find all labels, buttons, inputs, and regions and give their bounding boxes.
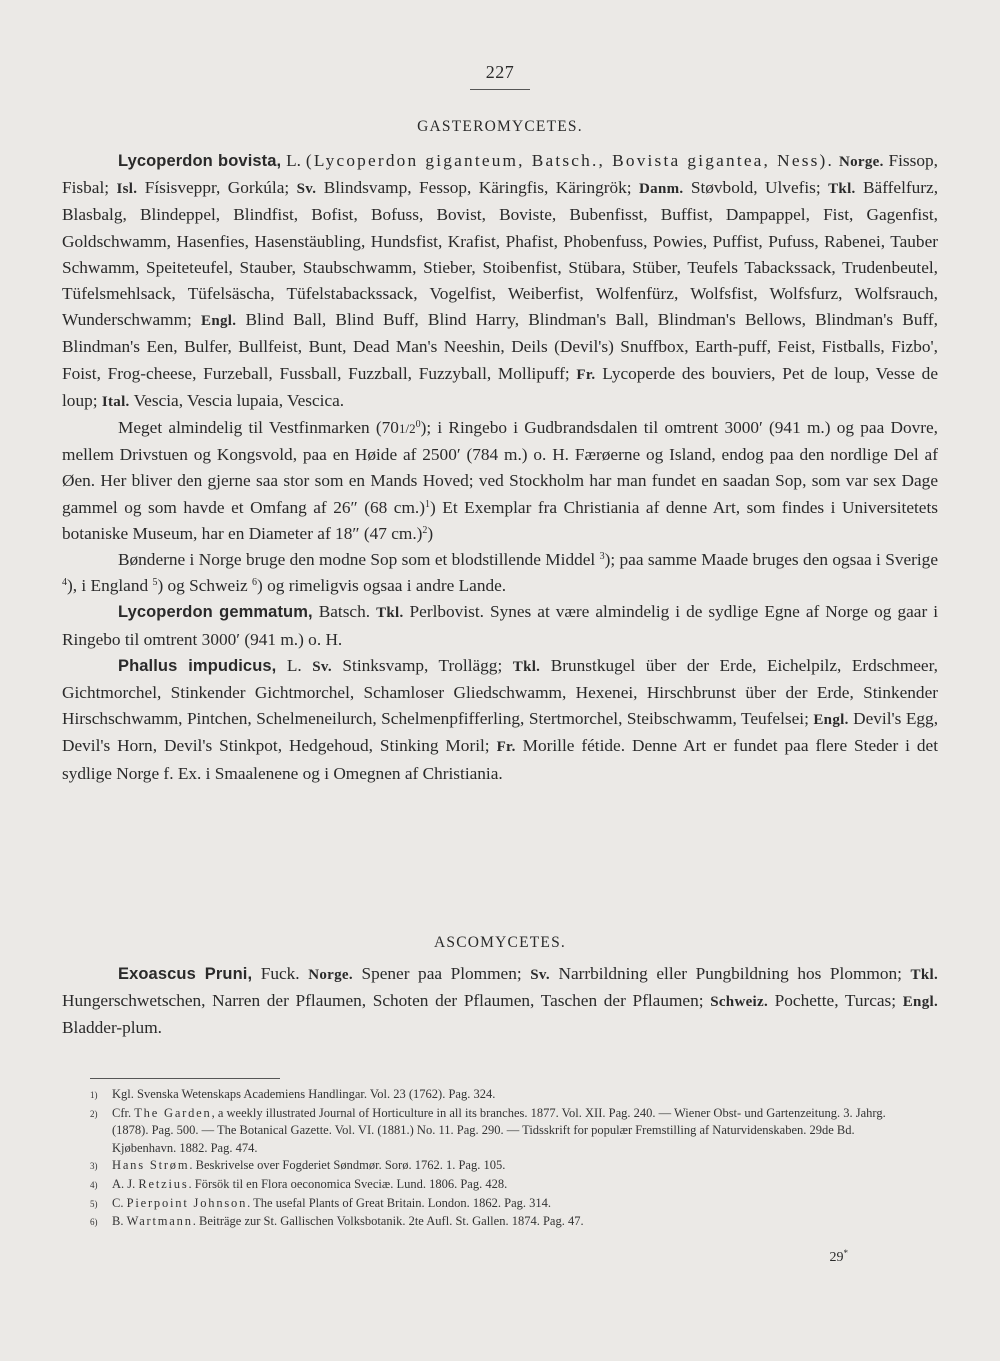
page-number: 227 [485, 62, 515, 82]
lang-label: Tkl. [828, 181, 856, 198]
footnote: 4) A. J. Retzius. Försök til en Flora oeconomica Sveciæ. Lund. 1806. Pag. 428. [90, 1176, 916, 1195]
lang-label: Sv. [312, 658, 332, 675]
signature-mark: 29* [829, 1248, 848, 1265]
footnotes [90, 1086, 916, 1232]
paragraph-usage: Bønderne i Norge bruge den modne Sop som et blodstillende Middel $^3$); paa samme Maade bruges den ogsaa i Sverige $^4$), i England $^5$) og Schweiz $^6$) og rimeligvis ogsaa i andre Lande. [62, 550, 938, 596]
lang-label: Fr. [496, 739, 516, 756]
footnote: 2) Cfr. The Garden, a weekly illustrated Journal of Horticulture in all its branches. 1877. Vol. XII. Pag. 240. — Wiener Obst- und Gartenzeitung. 3. Jahrg. (1878). Pag. 500. — The Botanical Gazette. Vol. VI. (1881.) No. 11. Pag. 290. — Tidsskrift for populær Fremstilling af Naturvidenskaben. 29de Bd. Kjøbenhavn. 1882. Pag. 474. [90, 1105, 916, 1158]
footnote-mark: 4) [90, 1179, 98, 1190]
footnote-ref: 3 [599, 551, 605, 563]
footnote-mark: 2) [90, 1108, 98, 1119]
footnote: 1) Kgl. Svenska Wetenskaps Academiens Handlingar. Vol. 23 (1762). Pag. 324. [90, 1086, 916, 1105]
species-name: Lycoperdon gemmatum, [118, 603, 313, 622]
lang-label: Tkl. [376, 605, 404, 622]
paragraph-distribution: Meget almindelig til Vestfinmarken $(701/2^0)$; i Ringebo i Gudbrandsdalen til omtrent 3000′ (941 m.) og paa Dovre, mellem Drivstuen og Kongsvold, paa en Høide af 2500′ (784 m.) o. H. Færøerne og Island, endog paa den nordlige Del af Øen. Her bliver den gjerne saa stor som en Mands Hoved; ved Stockholm har man fundet en saadan Sop, som var sex Dage gammel og som havde et Omfang af 26″ (68 cm.)$^1$) Et Exemplar fra Christiania af denne Art, som findes i Universitetets botaniske Museum, har en Diameter af 18″ (47 cm.)$^2$) [62, 418, 938, 543]
entry-exoascus-pruni: Exoascus Pruni, Fuck. Norge. Spener paa Plommen; Sv. Narrbildning eller Pungbildning hos Plommon; Tkl. Hungerschwetschen, Narren der Pflaumen, Schoten der Pflaumen, Taschen der Pflaumen; Schweiz. Pochette, Turcas; Engl. Bladder-plum. [62, 964, 939, 1038]
footnote-mark: 5) [90, 1198, 98, 1209]
section-heading-ascomycetes: ASCOMYCETES. [434, 934, 566, 951]
footnote: 5) C. Pierpoint Johnson. The usefal Plants of Great Britain. London. 1862. Pag. 314. [90, 1195, 916, 1214]
gasteromycetes-section [62, 148, 938, 787]
entry-lycoperdon-gemmatum: Lycoperdon gemmatum, Batsch. Tkl. Perlbovist. Synes at være almindelig i de sydlige Egne af Norge og gaar i Ringebo til omtrent 3000′ (941 m.) o. H. [62, 602, 939, 649]
lang-label: Engl. [902, 994, 939, 1011]
lang-label: Sv. [296, 181, 317, 198]
lang-label: Fr. [576, 366, 596, 383]
footnote-mark: 6) [90, 1217, 98, 1228]
section-heading-gasteromycetes: GASTEROMYCETES. [417, 118, 583, 135]
footnote-mark: 1) [90, 1090, 98, 1100]
species-name: Lycoperdon bovista, [118, 152, 282, 170]
lang-label: Norge. [838, 154, 884, 170]
entry-lycoperdon-bovista: Lycoperdon bovista, L. (Lycoperdon giganteum, Batsch., Bovista gigantea, Ness). Norge. Fissop, Fisbal; Isl. Físisveppr, Gorkúla; Sv. Blindsvamp, Fessop, Käringfis, Käringrök; Danm. Støvbold, Ulvefis; Tkl. Bäffelfurz, Blasbalg, Blindeppel, Blindfist, Bofist, Bofuss, Bovist, Boviste, Bubenfisst, Buffist, Dampappel, Fist, Gagenfist, Goldschwamm, Hasenfies, Hasenstäubling, Hundsfist, Krafist, Phafist, Phobenfuss, Powies, Puffist, Pufuss, Rabenei, Tauber Schwamm, Speiteteufel, Stauber, Staubschwamm, Stieber, Stoibenfist, Stübara, Stüber, Teufels Tabackssack, Trudenbeutel, Tüfelsmehlsack, Tüfelsäscha, Tüfelstabackssack, Vogelfist, Weiberfist, Wolfenfürz, Wolfsfist, Wolfsfurz, Wolfsrauch, Wunderschwamm; Engl. Blind Ball, Blind Buff, Blind Harry, Blindman's Ball, Blindman's Bellows, Blindman's Buff, Blindman's Een, Bulfer, Bullfeist, Bunt, Dead Man's Neeshin, Deils (Devil's) Snuffbox, Earth-puff, Feist, Fistballs, Fizbo', Foist, Frog-cheese, Furzeball, Fussball, Fuzzball, Fuzzyball, Mollipuff; Fr. Lycoperde des bouviers, Pet de loup, Vesse de loup; Ital. Vescia, Vescia lupaia, Vescica. [62, 151, 939, 410]
lang-label: Norge. [308, 967, 353, 983]
lang-label: Tkl. [512, 658, 541, 675]
entry-phallus-impudicus: Phallus impudicus, L. Sv. Stinksvamp, Trollägg; Tkl. Brunstkugel über der Erde, Eichelpilz, Erdschmeer, Gichtmorchel, Stinkender Gichtmorchel, Schamloser Gliedschwamm, Hexenei, Hirschbrunst über der Erde, Stinkender Hirschschwamm, Pintchen, Schelmeneilurch, Schelmenpfifferling, Stertmorchel, Steibschwamm, Teufelsei; Engl. Devil's Egg, Devil's Horn, Devil's Stinkpot, Hedgehoud, Stinking Moril; Fr. Morille fétide. Denne Art er fundet paa flere Steder i det sydlige Norge f. Ex. i Smaalenene og i Omegnen af Christiania. [62, 655, 939, 783]
footnote-ref: 1 [424, 498, 430, 510]
footnote-ref: 2 [422, 524, 428, 536]
degree-mark: 0 [415, 419, 421, 431]
lang-label: Ital. [101, 393, 130, 410]
ascomycetes-section [62, 961, 938, 1042]
lang-label: Tkl. [910, 967, 938, 983]
footnote: 6) B. Wartmann. Beiträge zur St. Gallischen Volksbotanik. 2te Aufl. St. Gallen. 1874. Pag. 47. [90, 1213, 916, 1232]
lang-label: Sv. [530, 967, 550, 983]
lang-label: Engl. [201, 313, 237, 330]
synonyms: (Lycoperdon giganteum, Batsch., Bovista gigantea, Ness). [305, 151, 835, 170]
footnote: 3) Hans Strøm. Beskrivelse over Fogderiet Søndmør. Sorø. 1762. 1. Pag. 105. [90, 1157, 916, 1176]
lang-label: Danm. [639, 181, 684, 198]
page-number-rule [470, 89, 530, 90]
lang-label: Engl. [813, 712, 849, 729]
lang-label: Isl. [116, 181, 138, 198]
footnote-mark: 3) [90, 1161, 98, 1172]
footnote-ref: 6 [252, 577, 258, 589]
lang-label: Schweiz. [710, 994, 769, 1011]
footnote-rule [90, 1078, 280, 1079]
fraction: 1/2 [398, 421, 416, 437]
species-name: Phallus impudicus, [118, 656, 277, 675]
footnote-ref: 5 [152, 577, 158, 589]
footnote-ref: 4 [62, 577, 67, 589]
species-name: Exoascus Pruni, [118, 965, 253, 983]
